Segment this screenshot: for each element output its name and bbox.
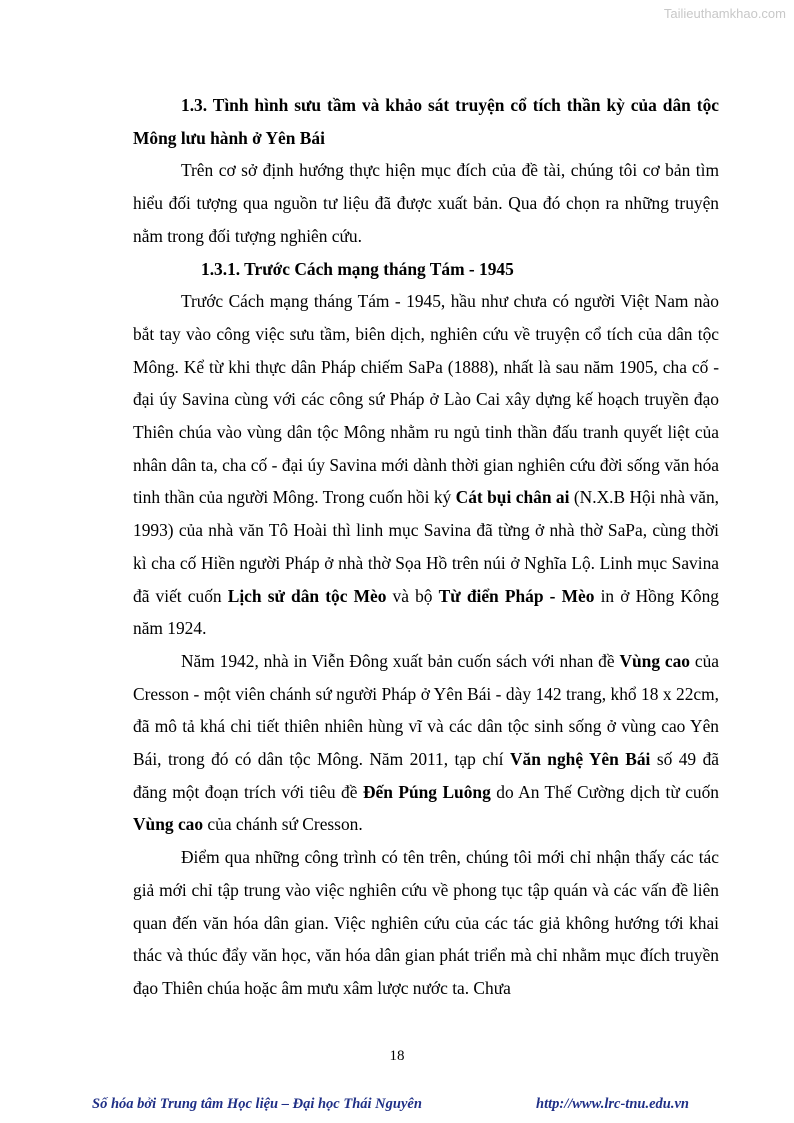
book-title: Văn nghệ Yên Bái <box>509 749 651 770</box>
text-run: do An Thế Cường dịch từ cuốn <box>490 781 719 802</box>
paragraph-intro: Trên cơ sở định hướng thực hiện mục đích của đề tài, chúng tôi cơ bản tìm hiểu đối tượng qua nguồn tư liệu đã được xuất bản. Qua đó chọn ra những truyện nằm trong đối tượng nghiên cứu. <box>133 160 719 246</box>
page-number: 18 <box>389 1048 405 1064</box>
footer-credit: Số hóa bởi Trung tâm Học liệu – Đại học Thái Nguyên <box>92 1096 422 1112</box>
text-run: số 49 đã đăng một đoạn trích với tiêu đề <box>133 749 719 802</box>
paragraph-cresson <box>133 645 719 841</box>
paragraph-savina <box>133 285 719 645</box>
section-heading: 1.3. Tình hình sưu tầm và khảo sát truyện cổ tích thần kỳ của dân tộc Mông lưu hành ở Yên Bái <box>133 95 719 148</box>
page-body <box>133 89 719 1005</box>
book-title: Vùng cao <box>619 650 690 671</box>
text-run: và bộ <box>386 585 439 606</box>
text-run: của chánh sứ Cresson. <box>203 814 363 835</box>
text-run: in ở Hồng Kông năm 1924. <box>133 585 719 639</box>
book-title: Đến Púng Luông <box>362 781 491 802</box>
footer-url: http://www.lrc-tnu.edu.vn <box>536 1096 689 1112</box>
paragraph-summary: Điểm qua những công trình có tên trên, chúng tôi mới chỉ nhận thấy các tác giả mới chỉ tập trung vào việc nghiên cứu về phong tục tập quán và các vấn đề liên quan đến văn hóa dân gian. Việc nghiên cứu của các tác giả không hướng tới khai thác và thúc đẩy văn học, văn hóa dân gian phát triển mà chỉ nhằm mục đích truyền đạo Thiên chúa hoặc âm mưu xâm lược nước ta. Chưa <box>133 847 719 998</box>
book-title: Lịch sử dân tộc Mèo <box>227 585 387 606</box>
text-run: Năm 1942, nhà in Viễn Đông xuất bản cuốn sách với nhan đề <box>181 650 620 671</box>
subsection-heading: 1.3.1. Trước Cách mạng tháng Tám - 1945 <box>201 258 514 279</box>
book-title: Vùng cao <box>133 814 204 835</box>
text-run: (N.X.B Hội nhà văn, 1993) của nhà văn Tô Hoài thì linh mục Savina đã từng ở nhà thờ SaPa, cùng thời kì cha cố Hiền người Pháp ở nhà thờ Sọa Hồ trên núi ở Nghĩa Lộ. Linh mục Savina đã viết cuốn <box>133 487 719 606</box>
book-title: Cát bụi chân ai <box>455 487 570 508</box>
text-run: của Cresson - một viên chánh sứ người Pháp ở Yên Bái - dày 142 trang, khổ 18 x 22cm, đã mô tả khá chi tiết thiên nhiên hùng vĩ và các dân tộc sinh sống ở vùng cao Yên Bái, trong đó có dân tộc Mông. Năm 2011, tạp chí <box>133 650 719 770</box>
watermark: Tailieuthamkhao.com <box>663 6 786 21</box>
book-title: Từ điển Pháp - Mèo <box>438 585 595 606</box>
text-run: Trước Cách mạng tháng Tám - 1945, hầu như chưa có người Việt Nam nào bắt tay vào công việc sưu tầm, biên dịch, nghiên cứu về truyện cổ tích của dân tộc Mông. Kể từ khi thực dân Pháp chiếm SaPa (1888), nhất là sau năm 1905, cha cố - đại úy Savina cùng với các công sứ Pháp ở Lào Cai xây dựng kế hoạch truyền đạo Thiên chúa vào vùng dân tộc Mông nhằm ru ngủ tinh thần đấu tranh quyết liệt của nhân dân ta, cha cố - đại úy Savina mới dành thời gian nghiên cứu đời sống văn hóa tinh thần của người Mông. Trong cuốn hồi ký <box>133 291 719 508</box>
